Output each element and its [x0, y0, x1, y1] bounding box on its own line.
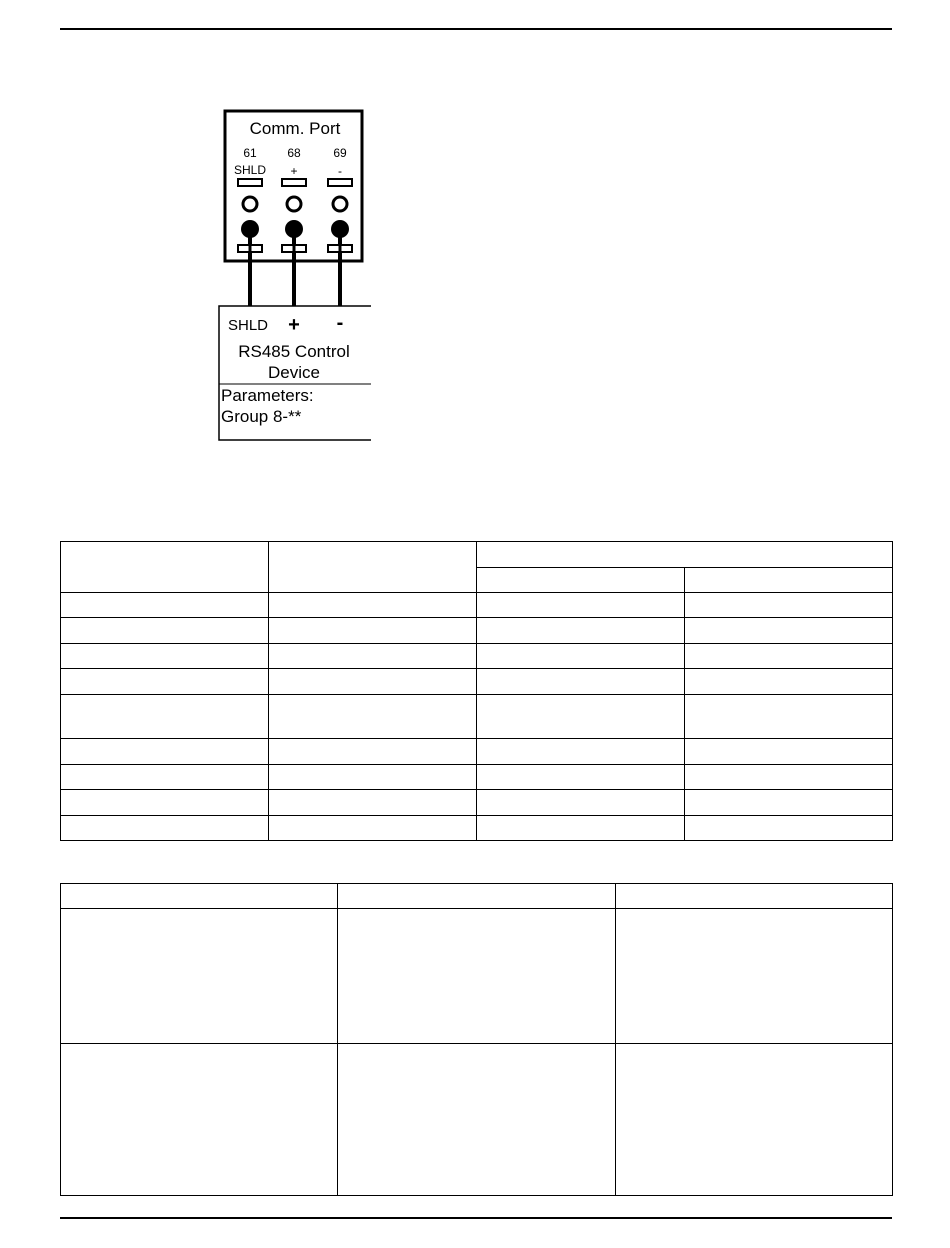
device-name-line2: Device — [268, 363, 320, 382]
table-row — [61, 790, 893, 816]
rs485-wiring-diagram — [0, 0, 950, 460]
table-subheader-cell — [685, 568, 893, 593]
parameters-line2: Group 8-** — [221, 407, 302, 426]
terminal-tab-68 — [282, 179, 306, 186]
table-row — [61, 593, 893, 618]
terminal-number-68: 68 — [287, 146, 301, 160]
terminal-label-plus: + — [290, 164, 298, 178]
troubleshooting-table — [60, 883, 893, 1196]
terminal-number-69: 69 — [333, 146, 347, 160]
screw-open-61 — [243, 197, 257, 211]
table-header-cell — [269, 542, 477, 593]
table-row — [61, 618, 893, 644]
table-subheader-cell — [477, 568, 685, 593]
terminal-label-minus: - — [338, 164, 342, 178]
terminal-label-shld: SHLD — [233, 163, 267, 177]
terminal-tab-69 — [328, 179, 352, 186]
table-row — [61, 816, 893, 841]
device-terminal-shld: SHLD — [228, 317, 269, 334]
table-row — [61, 644, 893, 669]
comm-port-title: Comm. Port — [249, 119, 341, 138]
parameter-table — [60, 541, 893, 841]
wire-connection-69 — [331, 220, 349, 238]
table-header-row — [61, 884, 893, 909]
device-terminal-minus: - — [336, 312, 344, 334]
terminal-tab-61 — [238, 179, 262, 186]
device-terminal-plus: + — [288, 314, 300, 336]
table-row — [61, 765, 893, 790]
screw-open-69 — [333, 197, 347, 211]
table-row — [61, 1044, 893, 1196]
wire-connection-68 — [285, 220, 303, 238]
table-header-cell — [61, 542, 269, 593]
wire-connection-61 — [241, 220, 259, 238]
table-row — [61, 739, 893, 765]
bottom-rule — [60, 1217, 892, 1219]
device-name-line1: RS485 Control — [238, 342, 350, 361]
table-row — [61, 669, 893, 695]
screw-open-68 — [287, 197, 301, 211]
parameters-line1: Parameters: — [221, 386, 314, 405]
terminal-number-61: 61 — [243, 146, 257, 160]
table-row — [61, 695, 893, 739]
table-row — [61, 909, 893, 1044]
table-header-cell — [477, 542, 893, 568]
